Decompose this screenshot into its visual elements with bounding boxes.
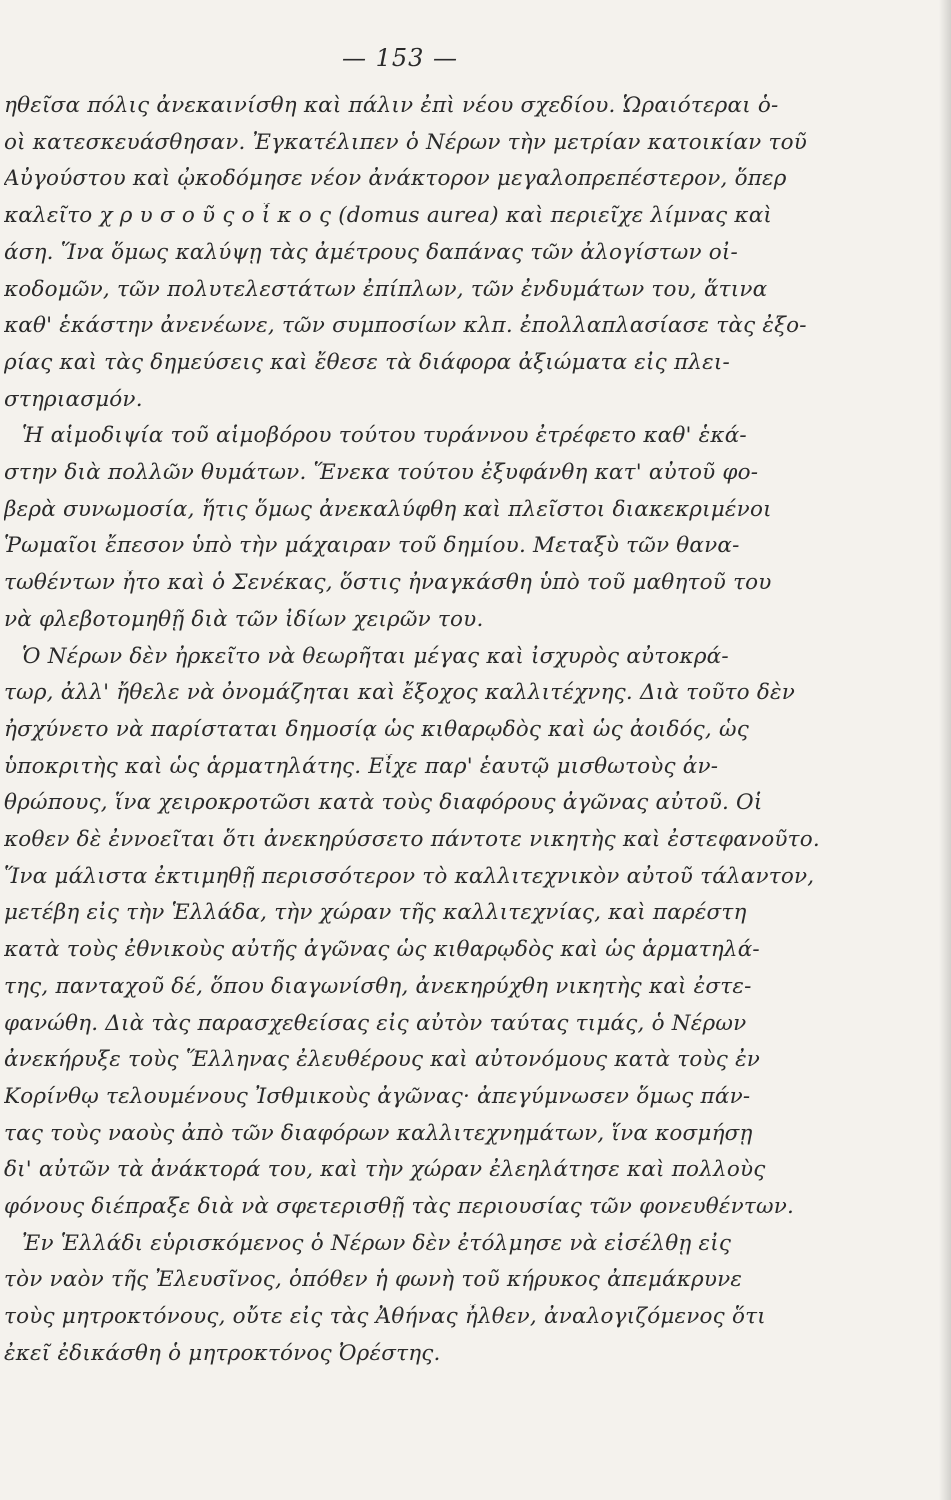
text-line: στηριασμόν.	[4, 386, 143, 412]
text-line: Ἵνα μάλιστα ἐκτιμηθῇ περισσότερον τὸ καλλιτεχνικὸν αὐτοῦ τάλαντον,	[4, 863, 815, 889]
text-line: μετέβη εἰς τὴν Ἑλλάδα, τὴν χώραν τῆς καλλιτεχνίας, καὶ παρέστη	[4, 900, 747, 926]
text-line: ἀνεκήρυξε τοὺς Ἕλληνας ἐλευθέρους καὶ αὐτονόμους κατὰ τοὺς ἐν	[4, 1047, 761, 1073]
text-line: τὸν ναὸν τῆς Ἐλευσῖνος, ὁπόθεν ἡ φωνὴ τοῦ κήρυκος ἀπεμάκρυνε	[4, 1267, 743, 1293]
text-line: ὑποκριτὴς καὶ ὡς ἁρματηλάτης. Εἶχε παρ' ἑαυτῷ μισθωτοὺς ἀν-	[4, 753, 719, 779]
text-line: Ἐν Ἑλλάδι εὑρισκόμενος ὁ Νέρων δὲν ἐτόλμησε νὰ εἰσέλθῃ εἰς	[22, 1230, 732, 1256]
text-line: οὶ κατεσκευάσθησαν. Ἐγκατέλιπεν ὁ Νέρων τὴν μετρίαν κατοικίαν τοῦ	[4, 129, 807, 155]
text-line: ηθεῖσα πόλις ἀνεκαινίσθη καὶ πάλιν ἐπὶ νέου σχεδίου. Ὡραιότεραι ὁ-	[4, 93, 779, 118]
text-line: Αὐγούστου καὶ ᾠκοδόμησε νέον ἀνάκτορον μεγαλοπρεπέστερον, ὅπερ	[4, 166, 787, 192]
text-line: καθ' ἑκάστην ἀνενέωνε, τῶν συμποσίων κλπ. ἐπολλαπλασίασε τὰς ἐξο-	[4, 313, 807, 339]
text-line: ἠσχύνετο νὰ παρίσταται δημοσίᾳ ὡς κιθαρῳδὸς καὶ ὡς ἀοιδός, ὡς	[4, 716, 749, 742]
text-line: δι' αὐτῶν τὰ ἀνάκτορά του, καὶ τὴν χώραν ἐλεηλάτησε καὶ πολλοὺς	[4, 1157, 766, 1183]
text-line: της, πανταχοῦ δέ, ὅπου διαγωνίσθη, ἀνεκηρύχθη νικητὴς καὶ ἐστε-	[4, 973, 752, 999]
text-line: Ῥωμαῖοι ἔπεσον ὑπὸ τὴν μάχαιραν τοῦ δημίου. Μεταξὺ τῶν θανα-	[4, 533, 740, 559]
page-edge-shadow	[939, 0, 951, 1500]
text-line: Ἡ αἱμοδιψία τοῦ αἱμοβόρου τούτου τυράννου ἐτρέφετο καθ' ἑκά-	[22, 423, 747, 449]
text-line: άση. Ἵνα ὅμως καλύψῃ τὰς ἀμέτρους δαπάνας τῶν ἀλογίστων οἰ-	[4, 239, 739, 265]
text-line: κοδομῶν, τῶν πολυτελεστάτων ἐπίπλων, τῶν ἐνδυμάτων του, ἅτινα	[4, 276, 768, 302]
text-line: φανώθη. Διὰ τὰς παρασχεθείσας εἰς αὐτὸν ταύτας τιμάς, ὁ Νέρων	[4, 1010, 747, 1036]
text-line: Κορίνθῳ τελουμένους Ἰσθμικοὺς ἀγῶνας· ἀπεγύμνωσεν ὅμως πάν-	[4, 1083, 751, 1109]
text-line: βερὰ συνωμοσία, ἥτις ὅμως ἀνεκαλύφθη καὶ πλεῖστοι διακεκριμένοι	[4, 496, 772, 522]
text-line: τωρ, ἀλλ' ἤθελε νὰ ὀνομάζηται καὶ ἔξοχος καλλιτέχνης. Διὰ τοῦτο δὲν	[4, 680, 796, 706]
text-line: ἐκεῖ ἐδικάσθη ὁ μητροκτόνος Ὀρέστης.	[4, 1340, 441, 1366]
text-line: Ὁ Νέρων δὲν ἠρκεῖτο νὰ θεωρῆται μέγας καὶ ἰσχυρὸς αὐτοκρά-	[22, 643, 729, 669]
text-line: καλεῖτο χ ρ υ σ ο ῦ ς ο ἶ κ ο ς (domus aurea) καὶ περιεῖχε λίμνας καὶ	[4, 203, 773, 229]
text-line: φόνους διέπραξε διὰ νὰ σφετερισθῇ τὰς περιουσίας τῶν φονευθέντων.	[4, 1194, 795, 1219]
page-number: — 153 —	[341, 44, 459, 72]
text-line: στην διὰ πολλῶν θυμάτων. Ἕνεκα τούτου ἐξυφάνθη κατ' αὐτοῦ φο-	[4, 460, 759, 485]
text-line: νὰ φλεβοτομηθῇ διὰ τῶν ἰδίων χειρῶν του.	[4, 606, 484, 632]
text-line: τοὺς μητροκτόνους, οὔτε εἰς τὰς Ἀθήνας ἦλθεν, ἀναλογιζόμενος ὅτι	[4, 1304, 766, 1330]
text-line: ρίας καὶ τὰς δημεύσεις καὶ ἔθεσε τὰ διάφορα ἀξιώματα εἰς πλει-	[4, 349, 730, 375]
text-line: τωθέντων ἦτο καὶ ὁ Σενέκας, ὅστις ἠναγκάσθη ὑπὸ τοῦ μαθητοῦ του	[4, 570, 772, 596]
text-line: τας τοὺς ναοὺς ἀπὸ τῶν διαφόρων καλλιτεχνημάτων, ἵνα κοσμήσῃ	[4, 1120, 753, 1146]
text-line: θρώπους, ἵνα χειροκροτῶσι κατὰ τοὺς διαφόρους ἀγῶνας αὐτοῦ. Οἱ	[4, 790, 763, 816]
text-line: κατὰ τοὺς ἐθνικοὺς αὐτῆς ἀγῶνας ὡς κιθαρῳδὸς καὶ ὡς ἁρματηλά-	[4, 937, 760, 963]
text-line: κοθεν δὲ ἐννοεῖται ὅτι ἀνεκηρύσσετο πάντοτε νικητὴς καὶ ἐστεφανοῦτο.	[4, 827, 820, 852]
